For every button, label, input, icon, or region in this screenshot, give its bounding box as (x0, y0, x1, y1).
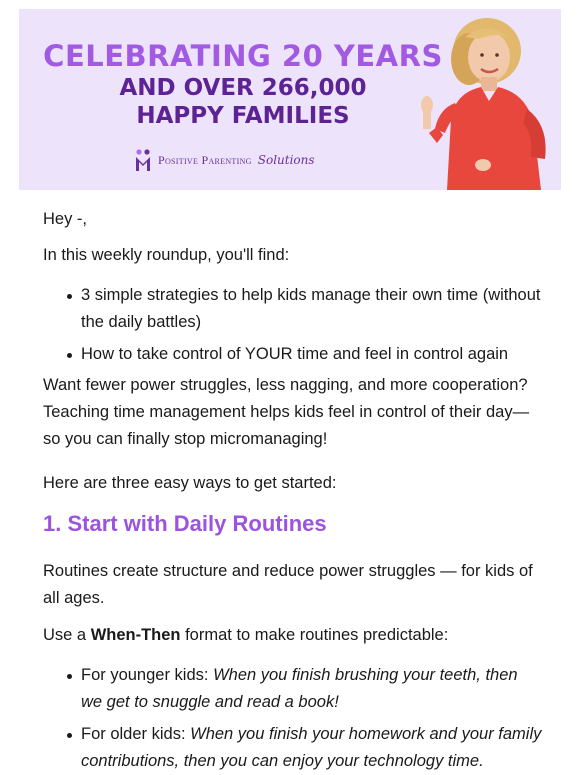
example-quote: When you finish brushing your teeth, then we get to snuggle and read a book! (81, 666, 518, 711)
list-item (43, 721, 543, 775)
greeting: Hey -, (43, 210, 88, 228)
pitch-paragraph: Want fewer power struggles, less nagging, and more cooperation? Teaching time management helps kids feel in control of their day—so you can finally stop micromanaging! (43, 376, 530, 448)
banner-line-1: CELEBRATING 20 YEARS (43, 39, 443, 73)
banner-line-2: AND OVER 266,000 (119, 75, 367, 101)
intro-text: In this weekly roundup, you'll find: (43, 246, 290, 264)
banner-line-3: HAPPY FAMILIES (136, 103, 350, 129)
logo-script-text: Solutions (257, 153, 315, 167)
brand-logo[interactable] (134, 147, 315, 173)
list-item: 3 simple strategies to help kids manage their own time (without the daily battles) (43, 282, 543, 336)
example-quote: When you finish your homework and your family contributions, then you can enjoy your technology time. (81, 725, 542, 770)
logo-text: Positive Parenting (158, 152, 252, 167)
when-then-prefix: Use a (43, 626, 91, 644)
example-label: For older kids: (81, 725, 191, 743)
header-banner (19, 9, 561, 190)
when-then-suffix: format to make routines predictable: (180, 626, 449, 644)
three-ways-text: Here are three easy ways to get started: (43, 474, 337, 492)
examples-list (43, 662, 543, 775)
section-heading-routines: 1. Start with Daily Routines (43, 511, 327, 536)
routines-paragraph: Routines create structure and reduce power struggles — for kids of all ages. (43, 562, 533, 607)
when-then-bold: When-Then (90, 626, 181, 644)
family-logo-icon (134, 148, 152, 172)
example-label: For younger kids: (81, 666, 214, 684)
list-item: How to take control of YOUR time and feel in control again (43, 341, 543, 368)
roundup-list (43, 282, 543, 368)
presenter-portrait (399, 9, 561, 190)
when-then-paragraph (43, 622, 543, 649)
list-item (43, 662, 543, 716)
